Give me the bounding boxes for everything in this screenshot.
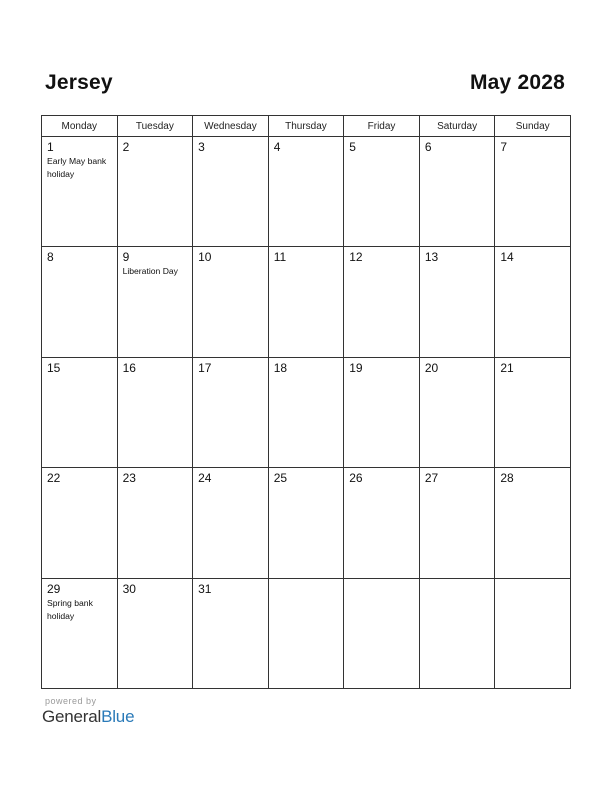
- brand-name-blue: Blue: [101, 707, 135, 726]
- day-number: 11: [273, 250, 287, 265]
- day-cell: [419, 468, 495, 578]
- day-number: 29: [47, 581, 61, 596]
- day-number: 1: [47, 140, 54, 154]
- day-cell: [117, 468, 193, 578]
- powered-by-text: powered by: [45, 696, 97, 706]
- day-cell: [495, 247, 571, 357]
- day-cell: [42, 247, 118, 357]
- day-cell: [42, 137, 118, 247]
- day-cell: [344, 578, 420, 688]
- day-cell: [419, 137, 495, 247]
- day-number: 24: [198, 471, 212, 486]
- day-number: 27: [424, 471, 439, 486]
- week-row: [42, 468, 571, 578]
- weekday-header: Friday: [344, 116, 420, 137]
- day-cell: [193, 137, 269, 247]
- calendar-grid: [41, 115, 571, 689]
- day-number: 31: [198, 581, 212, 596]
- day-number: 16: [122, 360, 136, 375]
- day-number: 26: [349, 471, 363, 486]
- brand-logo[interactable]: [42, 707, 134, 727]
- day-cell: [419, 578, 495, 688]
- day-number: 30: [122, 581, 136, 596]
- day-number: 8: [47, 250, 54, 265]
- day-number: 9: [122, 250, 130, 265]
- day-number: 14: [500, 250, 514, 265]
- day-cell: [193, 468, 269, 578]
- weekday-header: Wednesday: [193, 116, 269, 137]
- footer-branding: [42, 696, 134, 727]
- day-cell: [495, 468, 571, 578]
- holiday-label: Early May bank holiday: [47, 156, 107, 179]
- day-cell: [42, 357, 118, 467]
- day-number: 6: [424, 140, 432, 154]
- day-cell: [495, 578, 571, 688]
- day-number: 18: [273, 360, 288, 375]
- day-number: 12: [349, 250, 363, 265]
- day-number: 19: [349, 360, 363, 375]
- day-number: 22: [47, 471, 61, 486]
- day-cell: [117, 578, 193, 688]
- day-number: 5: [349, 140, 356, 154]
- week-row: [42, 357, 571, 467]
- day-cell: [419, 247, 495, 357]
- day-cell: [495, 357, 571, 467]
- day-cell: [268, 357, 344, 467]
- day-cell: [117, 357, 193, 467]
- brand-name-general: General: [42, 707, 102, 726]
- region-title: Jersey: [45, 71, 113, 94]
- day-cell: [268, 247, 344, 357]
- day-cell: [193, 247, 269, 357]
- day-cell: [495, 137, 571, 247]
- day-cell: [344, 357, 420, 467]
- day-number: 17: [198, 360, 212, 375]
- day-number: 3: [198, 140, 205, 154]
- day-number: 7: [500, 140, 508, 154]
- week-row: [42, 137, 571, 247]
- day-number: 23: [122, 471, 136, 486]
- day-cell: [344, 468, 420, 578]
- day-number: 13: [424, 250, 439, 265]
- day-number: 21: [500, 360, 514, 375]
- day-cell: [344, 137, 420, 247]
- day-cell: [42, 578, 118, 688]
- day-cell: [117, 137, 193, 247]
- day-cell: [117, 247, 193, 357]
- day-cell: [268, 137, 344, 247]
- week-row: [42, 247, 571, 357]
- weekday-header: Thursday: [268, 116, 344, 137]
- month-title: May 2028: [469, 71, 565, 94]
- day-cell: [268, 578, 344, 688]
- day-number: 2: [122, 140, 130, 154]
- holiday-label: Spring bank holiday: [47, 597, 93, 621]
- weekday-header: Sunday: [495, 116, 571, 137]
- day-cell: [344, 247, 420, 357]
- weekday-header: Tuesday: [117, 116, 193, 137]
- holiday-label: Liberation Day: [122, 266, 178, 277]
- weekday-header: Monday: [42, 116, 118, 137]
- day-number: 20: [424, 360, 439, 375]
- day-cell: [193, 578, 269, 688]
- day-number: 4: [273, 140, 281, 154]
- day-number: 28: [500, 471, 514, 486]
- day-number: 10: [198, 250, 212, 265]
- day-cell: [419, 357, 495, 467]
- weekday-header: Saturday: [419, 116, 495, 137]
- week-row: [42, 578, 571, 688]
- day-number: 15: [47, 360, 61, 375]
- day-cell: [193, 357, 269, 467]
- day-cell: [42, 468, 118, 578]
- day-number: 25: [273, 471, 288, 486]
- weekday-header-row: [42, 116, 571, 137]
- day-cell: [268, 468, 344, 578]
